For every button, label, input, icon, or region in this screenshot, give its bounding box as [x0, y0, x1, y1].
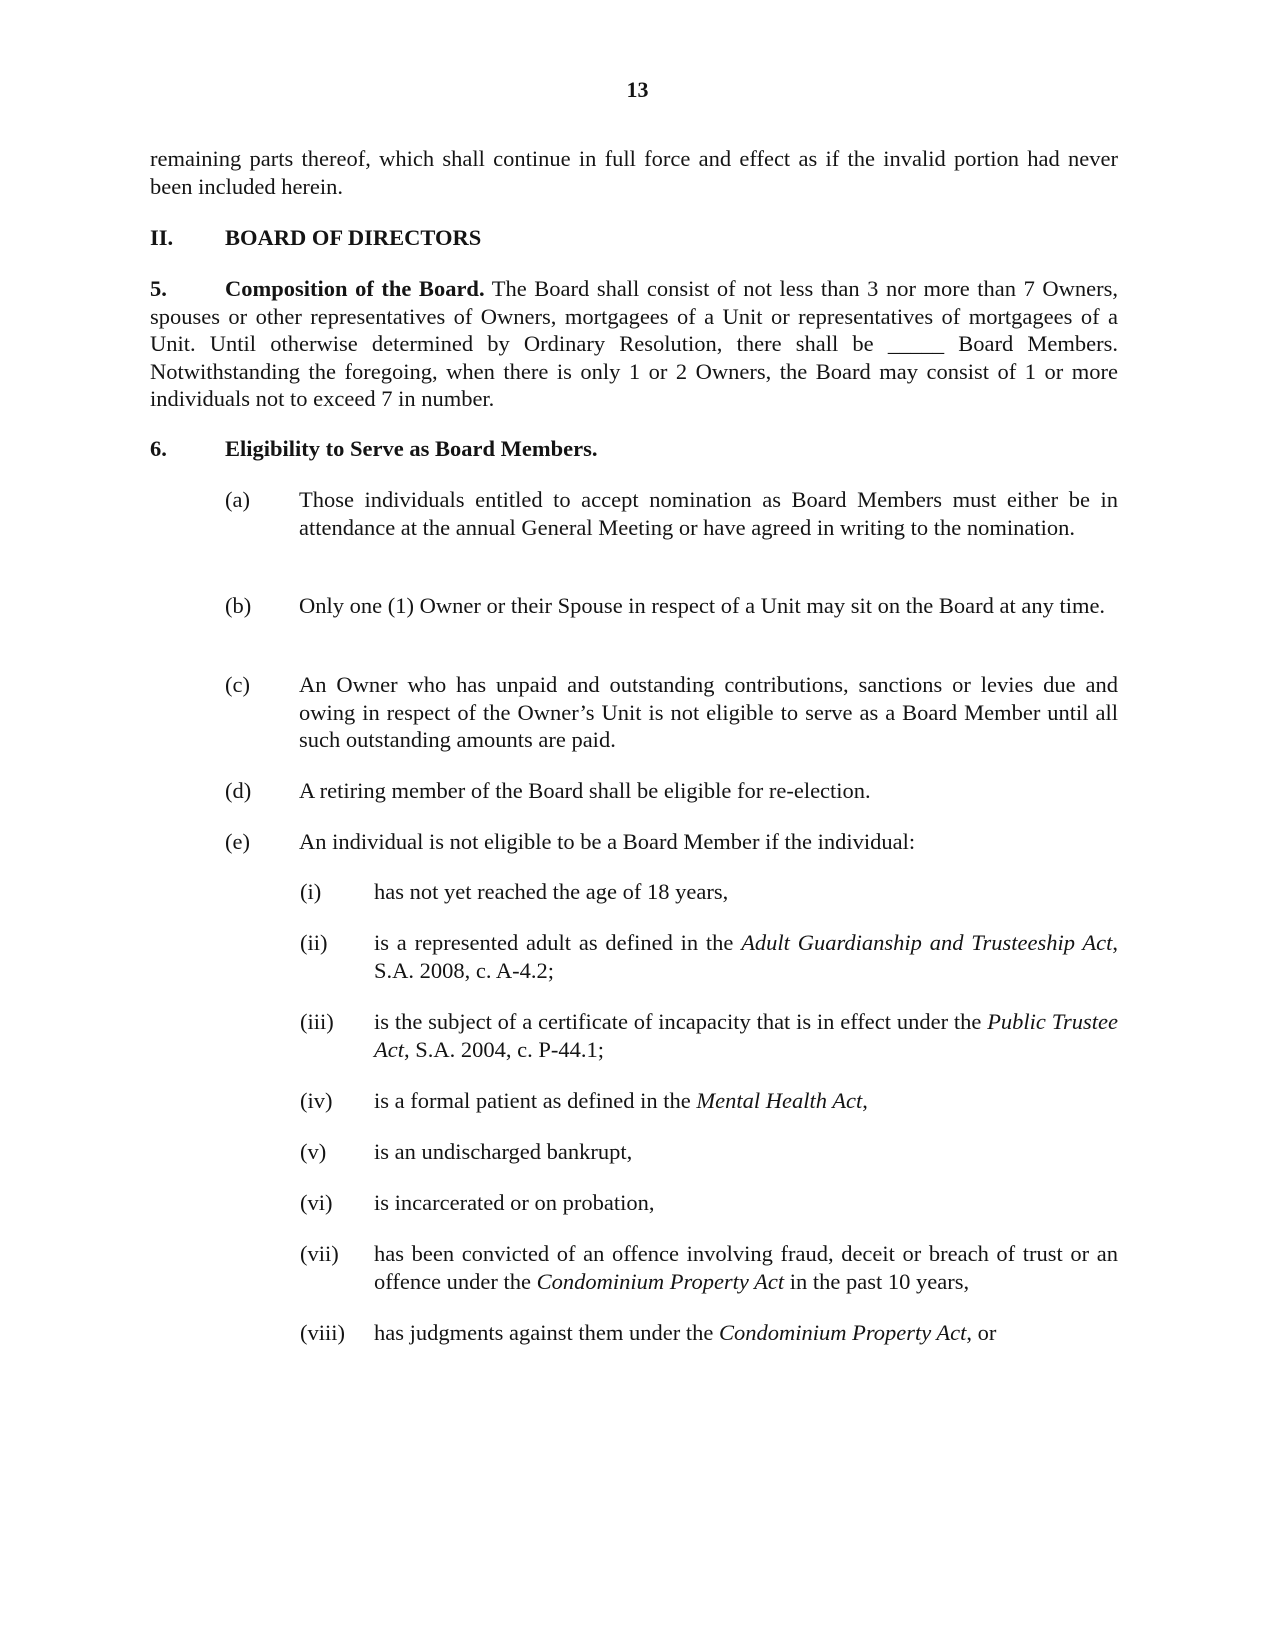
item-label: (b) [225, 593, 252, 618]
sub-item-label: (vii) [300, 1241, 339, 1266]
sub-list-item [300, 1138, 1118, 1166]
clause-6-heading: Eligibility to Serve as Board Members. [225, 436, 598, 461]
list-item [225, 671, 1118, 754]
sub-list-item [300, 1319, 1118, 1347]
sub-item-label: (ii) [300, 930, 328, 955]
sub-item-text-post: , [862, 1088, 868, 1113]
page-number: 13 [626, 77, 649, 102]
sub-item-label: (iv) [300, 1088, 333, 1113]
item-label: (e) [225, 829, 250, 854]
sub-list-item [300, 929, 1118, 984]
sub-item-text: has been convicted of an offence involving fraud, deceit or breach of trust or an offence under the [374, 1241, 1118, 1294]
list-item [225, 828, 1118, 856]
sub-item-text: is the subject of a certificate of incapacity that is in effect under the [374, 1009, 988, 1034]
sub-list-item [300, 1189, 1118, 1217]
statute-name: Condominium Property Act [536, 1268, 785, 1294]
clause-6-heading-row [150, 435, 1118, 463]
sub-item-text: is a formal patient as defined in the [374, 1088, 697, 1113]
item-text: An Owner who has unpaid and outstanding contributions, sanctions or levies due and owing in respect of the Owner’s Unit is not eligible to serve as a Board Member until all such outstanding amounts are paid. [299, 672, 1118, 752]
sub-item-text-post: , S.A. 2004, c. P-44.1; [403, 1036, 604, 1062]
sub-item-label: (v) [300, 1139, 327, 1164]
clause-5-text-b: Board Members. Notwithstanding the foregoing, when there is only 1 or 2 Owners, the Board may consist of 1 or more individuals not to exceed 7 in number. [150, 331, 1119, 411]
sub-item-text: is incarcerated or on probation, [374, 1190, 655, 1215]
sub-item-label: (iii) [300, 1009, 334, 1034]
clause-5-heading: Composition of the Board. [225, 276, 485, 301]
sub-item-label: (vi) [300, 1190, 333, 1215]
sub-item-text: has not yet reached the age of 18 years, [374, 879, 729, 904]
sub-list-item [300, 878, 1118, 906]
list-item [225, 486, 1118, 541]
statute-name: Mental Health Act [696, 1088, 863, 1113]
sub-item-text-post: , S.A. 2008, c. A-4.2; [374, 930, 1118, 983]
sub-item-text: is an undischarged bankrupt, [374, 1139, 633, 1164]
item-label: (c) [225, 672, 250, 697]
sub-item-text: has judgments against them under the [374, 1320, 719, 1345]
sub-list-item [300, 1008, 1118, 1063]
clause-6-number: 6. [150, 436, 167, 461]
sub-item-label: (i) [300, 879, 322, 904]
statute-name: Public Trustee Act [374, 1009, 1118, 1062]
item-text: Those individuals entitled to accept nomination as Board Members must either be in attendance at the annual General Meeting or have agreed in writing to the nomination. [299, 487, 1118, 540]
clause-5 [150, 275, 1118, 413]
item-text: An individual is not eligible to be a Board Member if the individual: [299, 829, 916, 854]
sub-list-item [300, 1087, 1118, 1115]
intro-paragraph: remaining parts thereof, which shall continue in full force and effect as if the invalid portion had never been included herein. [150, 146, 1118, 199]
list-item [225, 777, 1118, 805]
clause-5-number: 5. [150, 276, 167, 301]
section-number: II. [150, 225, 174, 250]
sub-item-label: (viii) [300, 1320, 345, 1345]
statute-name: Condominium Property Act [718, 1320, 967, 1345]
item-text: Only one (1) Owner or their Spouse in respect of a Unit may sit on the Board at any time. [299, 593, 1106, 618]
sub-item-text-post: , or [966, 1320, 997, 1345]
item-text: A retiring member of the Board shall be eligible for re-election. [299, 778, 871, 803]
item-label: (d) [225, 778, 252, 803]
sub-list-item [300, 1240, 1118, 1295]
list-item [225, 592, 1118, 620]
sub-item-text-post: in the past 10 years, [784, 1268, 970, 1294]
clause-5-blank: _____ [887, 331, 945, 356]
item-label: (a) [225, 487, 250, 512]
clause-5-text-a: The Board shall consist of not less than 3 nor more than 7 Owners, spouses or other representatives of Owners, mortgagees of a Unit or representatives of mortgagees of a Unit. Until otherwise determined by Ordinary Resolution, there shall be [150, 276, 1119, 356]
section-heading [150, 224, 1118, 252]
sub-item-text: is a represented adult as defined in the [374, 930, 742, 955]
section-title: BOARD OF DIRECTORS [225, 225, 482, 250]
statute-name: Adult Guardianship and Trusteeship Act [741, 930, 1113, 955]
